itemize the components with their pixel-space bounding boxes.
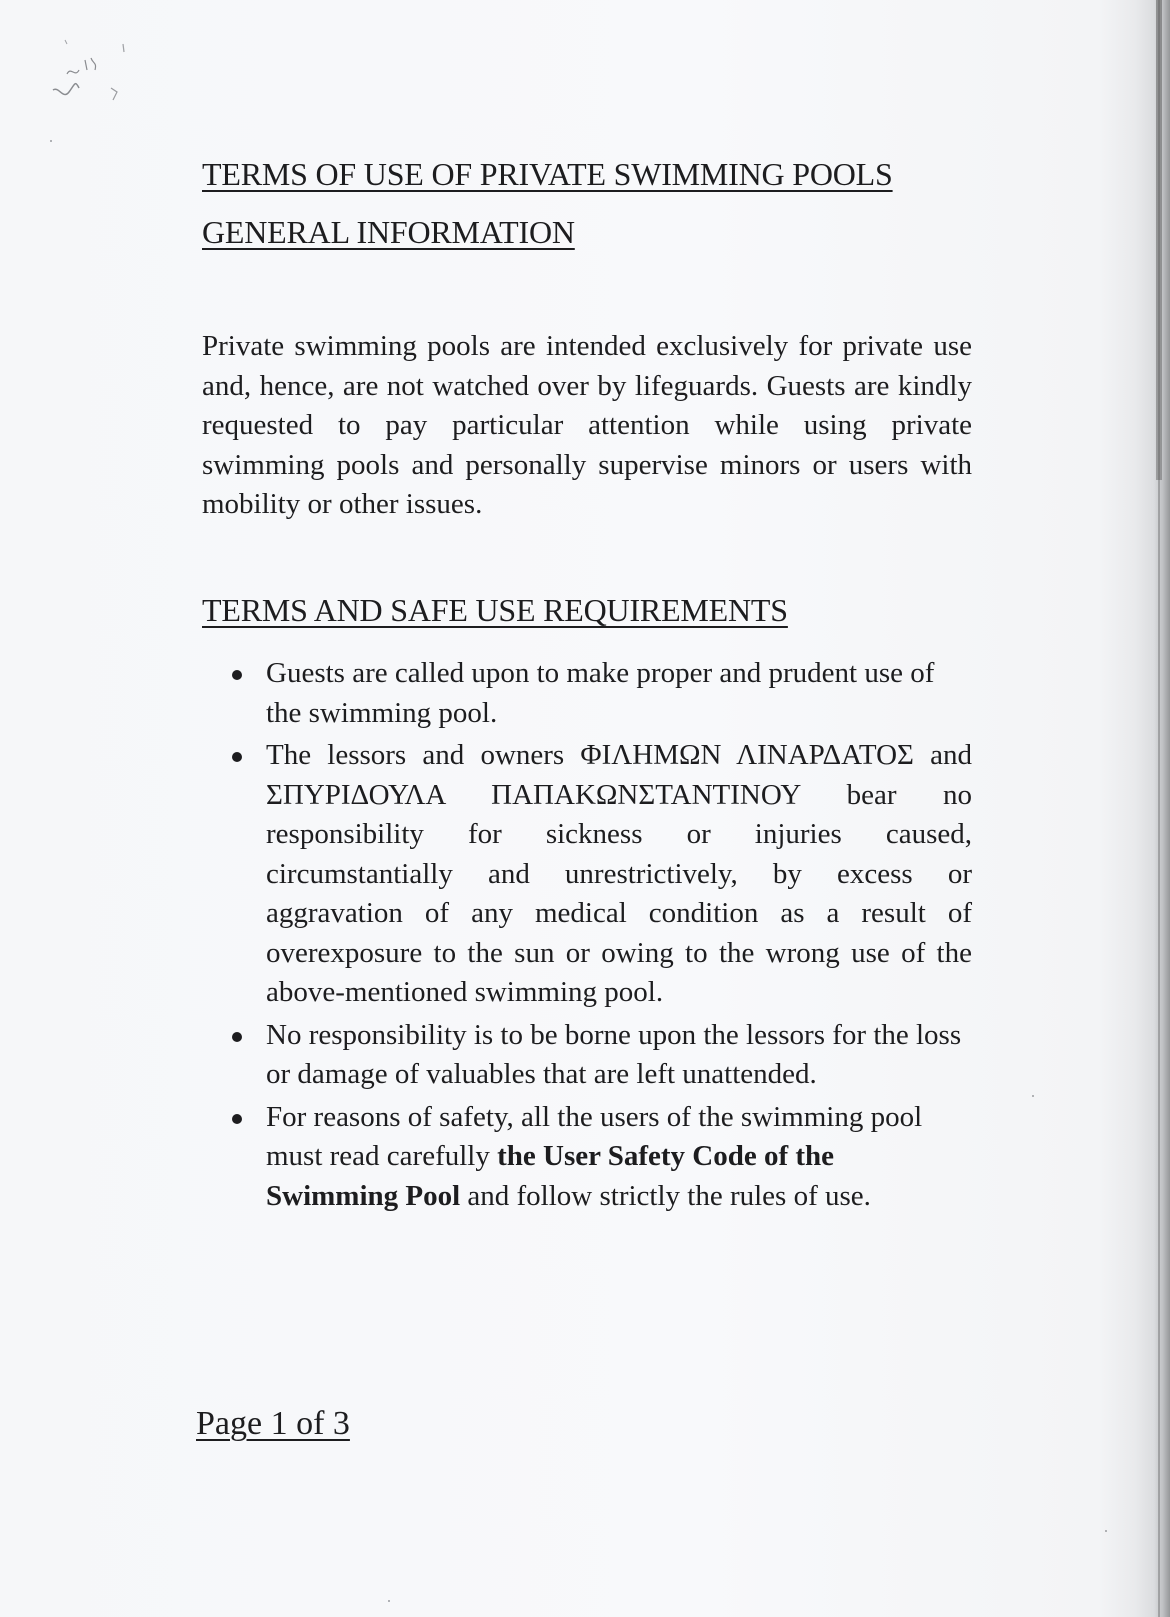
scan-speck (1032, 1095, 1034, 1097)
list-item-text-before: For reasons of safety, all the users of the swimming pool must read carefully (266, 1100, 923, 1172)
scan-speck (388, 1600, 390, 1602)
document-title: TERMS OF USE OF PRIVATE SWIMMING POOLS (202, 156, 893, 192)
list-item (202, 1016, 972, 1095)
list-item-text: Guests are called upon to make proper and prudent use of the swimming pool. (266, 657, 935, 729)
scan-speck (1105, 1530, 1107, 1532)
page-number: Page 1 of 3 (196, 1405, 350, 1442)
list-item-text-after: and follow strictly the rules of use. (460, 1179, 871, 1212)
bullet-icon (232, 1114, 242, 1124)
list-item (202, 654, 972, 733)
scan-speck (50, 140, 52, 142)
list-item (202, 736, 972, 1013)
general-information-heading: GENERAL INFORMATION (202, 214, 575, 250)
safety-code-reference: the User Safety Code of the Swimming Pool (266, 1140, 835, 1212)
general-information-paragraph: Private swimming pools are intended exclusively for private use and, hence, are not watched over by lifeguards. Guests are kindly requested to pay particular attention while using private swimming pools and personally supervise minors or users with mobility or other issues. (202, 330, 972, 520)
terms-heading: TERMS AND SAFE USE REQUIREMENTS (202, 592, 788, 628)
handwritten-mark (45, 30, 135, 120)
bullet-icon (232, 752, 242, 762)
page-edge-dark (1156, 0, 1162, 480)
list-item (202, 1098, 972, 1217)
list-item-text: No responsibility is to be borne upon the lessors for the loss or damage of valuables that are left unattended. (266, 1018, 962, 1090)
list-item-text: The lessors and owners ΦΙΛΗΜΩΝ ΛΙΝΑΡΔΑΤΟΣ and ΣΠΥΡΙΔΟΥΛΑ ΠΑΠΑΚΩΝΣΤΑΝΤΙΝΟΥ bear no responsibility for sickness or injuries caused, circumstantially and unrestrictively, by excess or aggravation of any medical condition as a result of overexposure to the sun or owing to the wrong use of the above-mentioned swimming pool. (266, 739, 972, 1008)
terms-list (202, 654, 972, 1219)
bullet-icon (232, 670, 242, 680)
bullet-icon (232, 1032, 242, 1042)
